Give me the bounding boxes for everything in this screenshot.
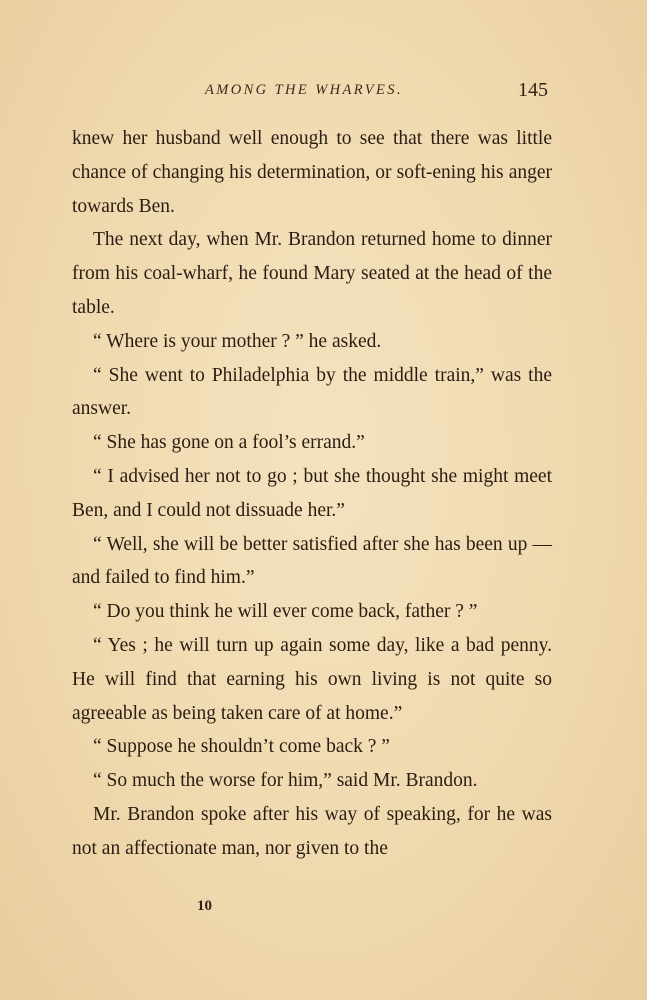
paragraph: “ She has gone on a fool’s errand.” [93,432,365,454]
paragraph: “ She went to Philadelphia by the middle train,” was the answer. [72,364,552,420]
paragraph: “ Suppose he shouldn’t come back ? ” [93,736,390,758]
paragraph: Mr. Brandon spoke after his way of speaking, for he was not an affectionate man, nor given to the [72,803,552,859]
paragraph: “ So much the worse for him,” said Mr. Brandon. [93,770,478,792]
paragraph: “ Do you think he will ever come back, father ? ” [93,601,478,623]
paragraph: “ Well, she will be better satisfied after she has been up — and failed to find him.” [72,533,552,589]
paragraph: knew her husband well enough to see that there was little chance of changing his determination, or soft-ening his anger towards Ben. [72,128,552,217]
paragraph: The next day, when Mr. Brandon returned home to dinner from his coal-wharf, he found Mary seated at the head of the table. [72,229,552,318]
page-number: 145 [518,79,548,101]
signature-mark: 10 [197,898,212,914]
body-text [72,122,552,866]
paragraph: “ Yes ; he will turn up again some day, like a bad penny. He will find that earning his own living is not quite so agreeable as being taken care of at home.” [72,634,552,724]
paragraph: “ I advised her not to go ; but she thought she might meet Ben, and I could not dissuade her.” [72,465,552,521]
running-title: AMONG THE WHARVES. [205,82,403,98]
paragraph: “ Where is your mother ? ” he asked. [93,330,382,352]
running-head [0,80,647,106]
